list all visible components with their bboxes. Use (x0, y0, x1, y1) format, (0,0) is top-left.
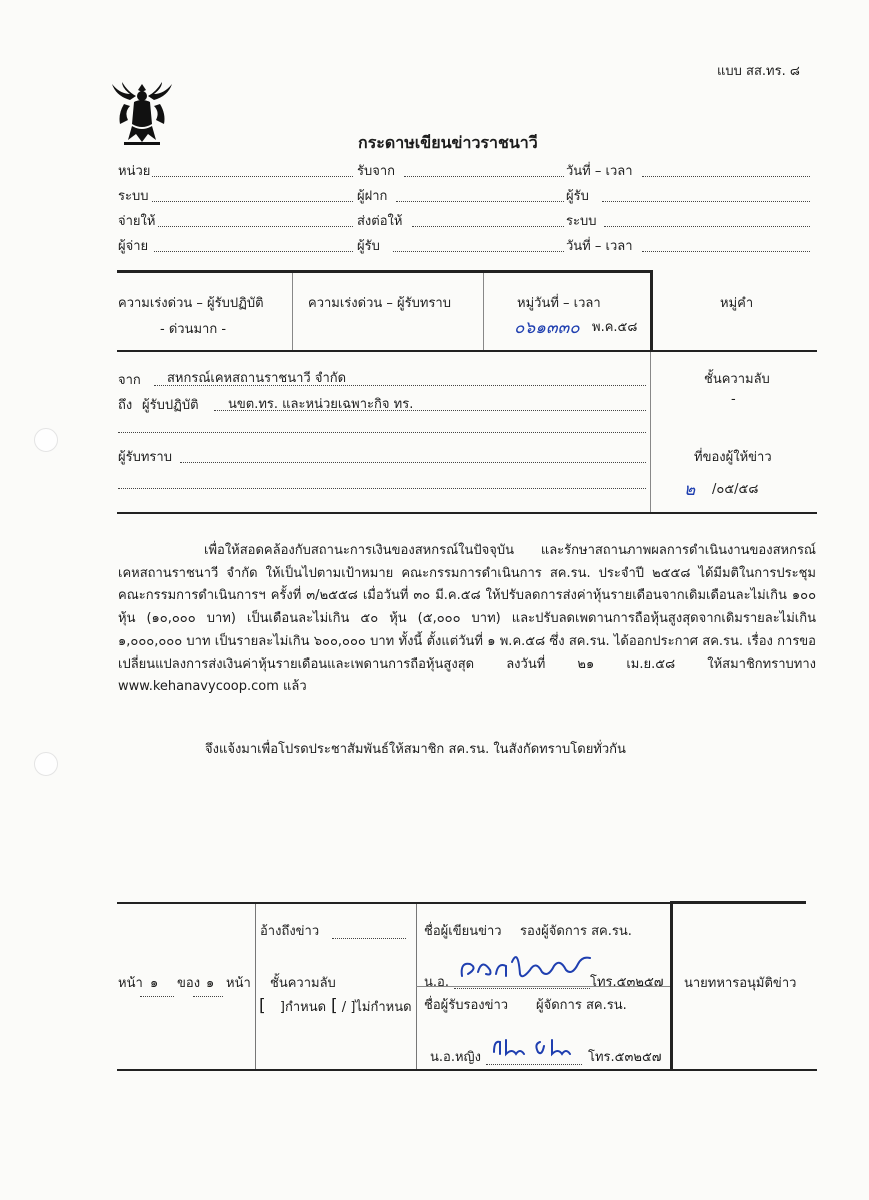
punch-hole (34, 752, 58, 776)
receiver-title: ผู้จัดการ สค.รน. (536, 998, 627, 1013)
receiver2-field[interactable] (393, 237, 564, 252)
info-addressee-field-continued[interactable] (118, 474, 646, 489)
system2-label: ระบบ (566, 214, 597, 229)
originator-ref-value: /๐๕/๕๘ (712, 482, 759, 497)
checkbox-not-specified-open: [ (331, 996, 338, 1016)
system-field[interactable] (152, 187, 353, 202)
datetime2-label: วันที่ – เวลา (566, 239, 633, 254)
priority-top-rule (117, 270, 651, 273)
footer-divider-3 (670, 904, 673, 1069)
to-value: นขต.ทร. และหน่วยเฉพาะกิจ ทร. (228, 397, 414, 412)
to-prefix: ผู้รับปฏิบัติ (142, 398, 199, 413)
pay-to-field[interactable] (158, 212, 353, 227)
receiver-signature (490, 1030, 580, 1060)
writer-label: ชื่อผู้เขียนข่าว (424, 924, 502, 939)
unit-label: หน่วย (118, 164, 151, 179)
footer-top-rule (117, 902, 670, 904)
dtg-month: พ.ค.๕๘ (592, 320, 638, 335)
checkbox-specified-label: ]กำหนด (279, 1000, 327, 1015)
approving-officer-label: นายทหารอนุมัติข่าว (684, 976, 797, 991)
page-current-underline (140, 982, 174, 997)
checkbox-not-specified[interactable] (331, 996, 412, 1017)
depositor-label: ผู้ฝาก (357, 189, 388, 204)
dtg-label: หมู่วันที่ – เวลา (517, 296, 601, 311)
from-label: จาก (118, 373, 141, 388)
received-from-label: รับจาก (357, 164, 396, 179)
page-total-underline (193, 982, 223, 997)
system-label: ระบบ (118, 189, 149, 204)
checkbox-specified[interactable] (259, 996, 326, 1017)
from-value: สหกรณ์เคหสถานราชนาวี จำกัด (167, 371, 347, 386)
garuda-emblem-icon (110, 80, 174, 150)
writer-signature (456, 944, 596, 984)
pay-to-label: จ่ายให้ (118, 214, 156, 229)
address-bottom-rule (117, 512, 817, 514)
receiver-rank: น.อ.หญิง (430, 1050, 481, 1065)
footer-bottom-rule (117, 1069, 817, 1071)
received-from-field[interactable] (404, 162, 564, 177)
receiver-field[interactable] (602, 187, 810, 202)
reference-message-field[interactable] (332, 924, 406, 939)
unit-field[interactable] (152, 162, 353, 177)
reference-message-label: อ้างถึงข่าว (260, 924, 320, 939)
form-title: กระดาษเขียนข่าวราชนาวี (358, 133, 538, 152)
receiver-label: ชื่อผู้รับรองข่าว (424, 998, 509, 1013)
to-field-continued[interactable] (118, 418, 646, 433)
checkbox-not-specified-mark: / (341, 1000, 347, 1015)
page-of: ของ (177, 976, 201, 991)
forward-to-field[interactable] (412, 212, 564, 227)
datetime-field[interactable] (642, 162, 810, 177)
dtg-handwritten: ๐๖๑๓๓๐ (514, 318, 580, 338)
footer-classification-label: ชั้นความลับ (270, 976, 336, 991)
priority-divider-2 (483, 273, 484, 350)
receiver2-label: ผู้รับ (357, 239, 380, 254)
checkbox-specified-open: [ (259, 996, 266, 1016)
priority-action-value: - ด่วนมาก - (160, 322, 227, 337)
originator-ref-label: ที่ของผู้ให้ข่าว (694, 450, 772, 465)
footer-divider-1 (255, 904, 256, 1069)
page-prefix: หน้า (118, 976, 143, 991)
receiver-label: ผู้รับ (566, 189, 589, 204)
priority-bottom-rule (117, 350, 817, 352)
priority-info-label: ความเร่งด่วน – ผู้รับทราบ (308, 296, 451, 311)
classification-label: ชั้นความลับ (704, 372, 770, 387)
info-addressee-field[interactable] (180, 448, 646, 463)
writer-rank: น.อ. (424, 975, 449, 990)
page-suffix: หน้า (226, 976, 251, 991)
address-right-rule (650, 352, 651, 512)
datetime-label: วันที่ – เวลา (566, 164, 633, 179)
page-current: ๑ (150, 976, 159, 991)
forward-to-label: ส่งต่อให้ (357, 214, 403, 229)
page-total: ๑ (206, 976, 215, 991)
dispatcher-label: ผู้จ่าย (118, 239, 149, 254)
classification-value: - (731, 392, 736, 407)
message-closing: จึงแจ้งมาเพื่อโปรดประชาสัมพันธ์ให้สมาชิก สค.รน. ในสังกัดทราบโดยทั่วกัน (205, 742, 626, 757)
depositor-field[interactable] (396, 187, 564, 202)
datetime2-field[interactable] (642, 237, 810, 252)
info-addressee-label: ผู้รับทราบ (118, 450, 172, 465)
message-body: เพื่อให้สอดคล้องกับสถานะการเงินของสหกรณ์ในปัจจุบัน และรักษาสถานภาพผลการดำเนินงานของสหกรณ์เคหสถานราชนาวี จำกัด ให้เป็นไปตามเป้าหมาย คณะกรรมการดำเนินการ สค.รน. ประจำปี ๒๕๕๘ ได้มีมติในการประชุมคณะกรรมการดำเนินการฯ ครั้งที่ ๓/๒๕๕๘ เมื่อวันที่ ๓๐ มี.ค.๕๘ ให้ปรับลดการส่งค่าหุ้นรายเดือนจากเดิมเดือนละไม่เกิน ๑๐๐ หุ้น (๑๐,๐๐๐ บาท) เป็นเดือนละไม่เกิน ๕๐ หุ้น (๕,๐๐๐ บาท) และปรับลดเพดานการถือหุ้นสูงสุดจากเดิมรายละไม่เกิน ๑,๐๐๐,๐๐๐ บาท เป็นรายละไม่เกิน ๖๐๐,๐๐๐ บาท ทั้งนี้ ตั้งแต่วันที่ ๑ พ.ค.๕๘ ซึ่ง สค.รน. ได้ออกประกาศ สค.รน. เรื่อง การขอเปลี่ยนแปลงการส่งเงินค่าหุ้นรายเดือนและเพดานการถือหุ้นสูงสุด ลงวันที่ ๒๑ เม.ย.๕๘ ให้สมาชิกทราบทาง www.kehanavycoop.com แล้ว (118, 543, 816, 695)
priority-divider-1 (292, 273, 293, 350)
footer-top-rule-thick (670, 901, 806, 904)
word-count-label: หมู่คำ (720, 296, 754, 311)
writer-title: รองผู้จัดการ สค.รน. (520, 924, 632, 939)
form-code: แบบ สส.ทร. ๘ (717, 64, 800, 79)
writer-phone: โทร.๕๓๒๕๗ (590, 975, 664, 990)
originator-ref-handwritten: ๒ (684, 480, 696, 500)
priority-action-label: ความเร่งด่วน – ผู้รับปฏิบัติ (118, 296, 264, 311)
to-label: ถึง (118, 398, 133, 413)
punch-hole (34, 428, 58, 452)
dispatcher-field[interactable] (154, 237, 353, 252)
receiver-phone: โทร.๕๓๒๕๗ (588, 1050, 662, 1065)
priority-right-rule (650, 270, 653, 352)
system2-field[interactable] (604, 212, 810, 227)
checkbox-not-specified-label: ]ไม่กำหนด (350, 1000, 412, 1015)
